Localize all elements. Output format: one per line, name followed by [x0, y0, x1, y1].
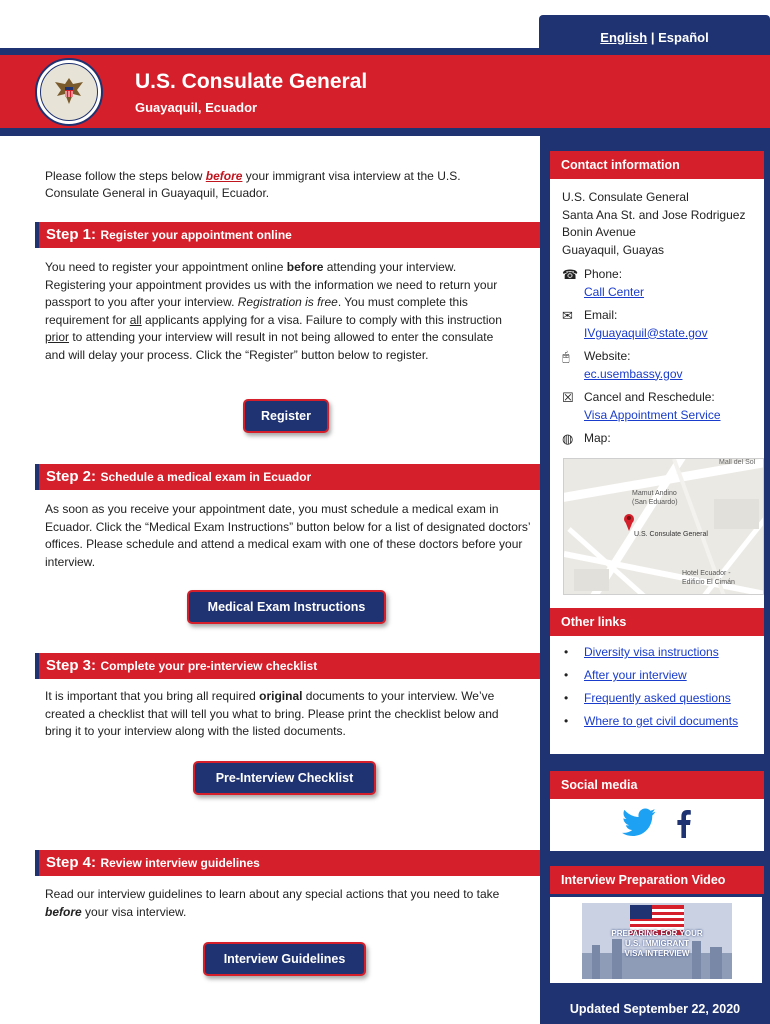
header-bottom-stripe — [0, 128, 770, 136]
intro-emphasis: before — [205, 169, 243, 183]
map-place-line: Hotel Ecuador - — [682, 570, 731, 577]
phone-row — [562, 266, 752, 301]
map-label: Map: — [584, 431, 611, 445]
cancel-row — [562, 389, 752, 424]
step-title: Register your appointment online — [100, 228, 292, 242]
step-title: Complete your pre-interview checklist — [100, 659, 318, 673]
intro-text-part: your immigrant visa interview at the U.S. Consulate General in Guayaquil, Ecuador. — [45, 169, 461, 200]
step-4-header — [35, 850, 540, 876]
map-place-label: Mall del Sol — [719, 459, 756, 466]
phone-icon: ☎ — [562, 267, 579, 282]
email-row — [562, 307, 752, 342]
consulate-address — [562, 189, 752, 259]
video-heading: Interview Preparation Video — [550, 866, 764, 894]
map-place-label — [682, 569, 735, 587]
address-line: Santa Ana St. and Jose Rodriguez — [562, 207, 746, 222]
other-links-heading: Other links — [550, 608, 764, 636]
text-bold: original — [259, 689, 303, 703]
email-icon: ✉ — [562, 308, 573, 323]
social-media-heading: Social media — [550, 771, 764, 799]
text-italic: Registration is free — [237, 295, 338, 309]
website-label: Website: — [584, 349, 631, 363]
updated-date: Updated September 22, 2020 — [569, 1002, 741, 1016]
step-title: Schedule a medical exam in Ecuador — [100, 470, 312, 484]
mouse-icon: 🖰 — [562, 349, 570, 364]
call-center-link[interactable]: Call Center — [584, 284, 645, 299]
consulate-map[interactable] — [563, 458, 764, 595]
bullet-icon: • — [564, 645, 569, 659]
page-title: U.S. Consulate General — [135, 70, 368, 93]
step-1-header — [35, 222, 540, 248]
website-link[interactable]: ec.usembassy.gov — [584, 366, 683, 381]
thumb-line: U.S. IMMIGRANT — [625, 939, 689, 948]
text-part: documents to your interview. We’ve created a checklist that will tell you what to bring. Please print the checklist below and bring it to your interview along with the listed documents. — [45, 689, 499, 738]
list-item — [564, 691, 750, 705]
list-item — [564, 645, 750, 659]
text-underlined: prior — [45, 330, 70, 344]
facebook-icon[interactable] — [674, 808, 692, 838]
address-line: Bonin Avenue — [562, 225, 636, 239]
text-underlined: all — [129, 312, 142, 327]
bullet-icon: • — [564, 714, 569, 728]
step-number: Step 4: — [46, 854, 97, 871]
step-title: Review interview guidelines — [100, 856, 260, 870]
video-thumb-caption — [582, 929, 732, 959]
step-3-text — [45, 688, 515, 741]
link-diversity-visa[interactable]: Diversity visa instructions — [584, 645, 719, 659]
other-links-card — [550, 608, 764, 754]
intro-text — [45, 168, 515, 202]
thumb-line: PREPARING FOR YOUR — [611, 929, 703, 938]
text-bold: before — [286, 260, 324, 274]
step-4-text — [45, 886, 515, 921]
step-number: Step 2: — [46, 468, 97, 485]
step-1-text — [45, 259, 515, 364]
step-3-header — [35, 653, 540, 679]
consulate-seal-logo — [35, 58, 103, 126]
contact-heading: Contact information — [550, 151, 764, 179]
map-consulate-label: U.S. Consulate General — [634, 531, 708, 538]
link-after-interview[interactable]: After your interview — [584, 668, 687, 682]
address-line: Guayaquil, Guayas — [562, 242, 665, 257]
address-line: U.S. Consulate General — [562, 190, 689, 204]
social-media-card — [550, 771, 764, 851]
map-row — [562, 430, 752, 448]
text-part: . You must complete this requirement for — [45, 295, 468, 327]
cancel-box-icon: ☒ — [562, 390, 574, 405]
eagle-icon — [47, 70, 91, 114]
text-part: attending your interview. Registering your appointment provides us with the information we need to return your passport to you after your interview. — [45, 260, 498, 309]
thumb-line: VISA INTERVIEW — [624, 949, 690, 958]
step-number: Step 1: — [46, 226, 97, 243]
text-part: your visa interview. — [81, 904, 187, 919]
text-part: to attending your interview will result in not being allowed to enter the consulate and will delay your process. Click the “Register” button below to register. — [45, 330, 494, 362]
bullet-icon: • — [564, 691, 569, 705]
email-label: Email: — [584, 308, 618, 322]
list-item — [564, 714, 750, 728]
language-switcher — [539, 15, 770, 57]
interview-guidelines-button[interactable]: Interview Guidelines — [203, 942, 366, 976]
register-button[interactable]: Register — [243, 399, 329, 433]
bullet-icon: • — [564, 668, 569, 682]
map-place-line: Edificio El Cimán — [682, 579, 735, 586]
header-banner — [0, 55, 770, 128]
lang-separator: | — [647, 30, 659, 45]
intro-text-part: Please follow the steps below — [45, 169, 206, 183]
globe-icon: ◍ — [562, 431, 574, 446]
email-link[interactable]: IVguayaquil@state.gov — [584, 325, 708, 340]
text-bold: before — [45, 904, 82, 919]
pre-interview-checklist-button[interactable]: Pre-Interview Checklist — [193, 761, 376, 795]
text-part: You need to register your appointment online — [45, 260, 287, 274]
lang-spanish-link[interactable]: Español — [658, 30, 709, 45]
link-civil-documents[interactable]: Where to get civil documents — [584, 714, 739, 728]
text-part: applicants applying for a visa. Failure to comply with this instruction — [141, 312, 502, 327]
interview-video-thumbnail[interactable] — [582, 903, 732, 979]
link-faq[interactable]: Frequently asked questions — [584, 691, 731, 705]
map-place-line: (San Eduardo) — [632, 499, 678, 506]
twitter-icon[interactable] — [622, 808, 656, 838]
map-place-line: Mamut Andino — [632, 490, 677, 497]
other-links-list — [550, 636, 764, 745]
text-part: It is important that you bring all required — [45, 689, 260, 703]
visa-appointment-service-link[interactable]: Visa Appointment Service — [584, 407, 721, 422]
lang-english-link[interactable]: English — [600, 30, 648, 45]
website-row — [562, 348, 752, 383]
cancel-label: Cancel and Reschedule: — [584, 390, 715, 404]
phone-label: Phone: — [584, 267, 623, 281]
list-item — [564, 668, 750, 682]
video-card-header — [550, 866, 764, 894]
step-2-text: As soon as you receive your appointment date, you must schedule a medical exam in Ecuador. Click the “Medical Exam Instructions” button below for a list of designated doctors’ offices. Please schedule and attend a medical exam with one of these doctors before your interview. — [45, 502, 531, 569]
step-2-header — [35, 464, 540, 490]
medical-exam-instructions-button[interactable]: Medical Exam Instructions — [187, 590, 386, 624]
step-number: Step 3: — [46, 657, 97, 674]
map-place-label — [632, 489, 678, 507]
text-part: Read our interview guidelines to learn about any special actions that you need to take — [45, 887, 500, 901]
page-subtitle: Guayaquil, Ecuador — [135, 100, 258, 115]
